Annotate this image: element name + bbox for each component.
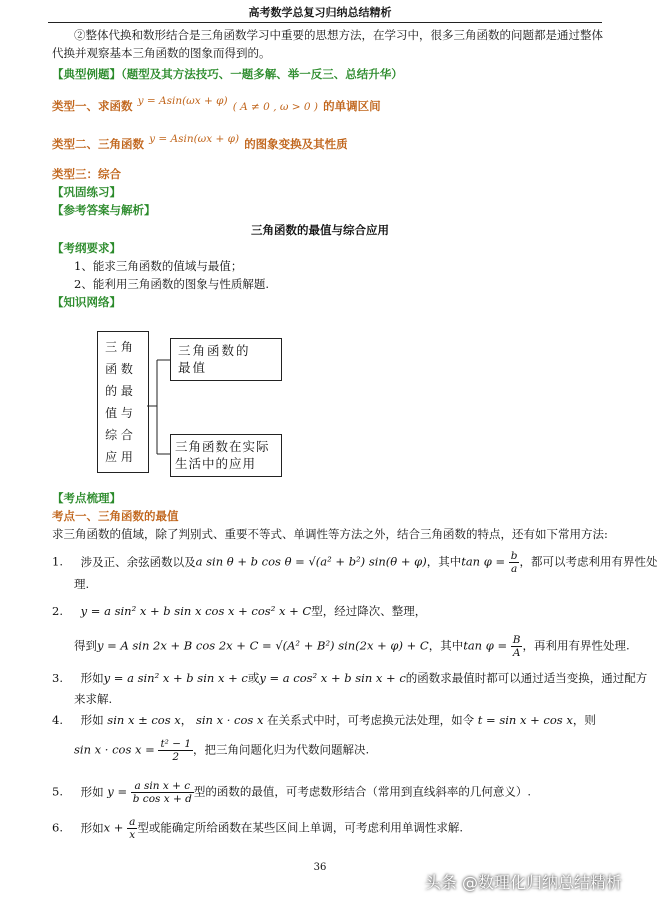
method-1-text-a: 涉及正、余弦函数以及 bbox=[80, 554, 196, 569]
method-2-formula: y = a sin² x + b sin x cos x + cos² x + C bbox=[80, 604, 312, 618]
method-2-text-d: ，再利用有界性处理. bbox=[522, 638, 630, 653]
type2-suffix: 的图象变换及其性质 bbox=[244, 137, 348, 151]
method-4-text-b: 在关系式中时，可考虑换元法处理，如令 bbox=[267, 713, 475, 727]
points-heading: 【考点梳理】 bbox=[52, 491, 121, 505]
examples-heading: 【典型例题】 bbox=[52, 67, 121, 81]
method-3-text-a: 形如 bbox=[80, 671, 104, 685]
method-6-number: 6. bbox=[52, 820, 63, 835]
method-1-fraction: $\frac{b}{a}$ bbox=[510, 550, 518, 575]
method-2-tan: tan φ = bbox=[463, 638, 508, 653]
branch-2-line-2: 生活中的应用 bbox=[175, 456, 257, 471]
type2-prefix: 类型二、三角函数 bbox=[52, 137, 144, 151]
method-3-or: 或 bbox=[247, 671, 260, 685]
method-1-formula: a sin θ + b cos θ = √(a² + b²) sin(θ + φ) bbox=[195, 554, 427, 569]
method-6-x: x + bbox=[103, 820, 124, 835]
method-5-y: y = bbox=[107, 784, 128, 799]
method-4-formula-3: t = sin x + cos x bbox=[477, 713, 573, 727]
page-number: 36 bbox=[313, 862, 327, 873]
method-2-number: 2. bbox=[52, 604, 63, 618]
method-2-formula-2: y = A sin 2x + B cos 2x + C = √(A² + B²) sin(2x + φ) + C bbox=[97, 638, 429, 653]
method-5-row bbox=[52, 780, 531, 805]
method-4-text-d: ，把三角问题化归为代数问题解决. bbox=[193, 742, 370, 757]
method-5-fraction: $\frac{\text{a sin x + c}}{\text{b cos x + d}}$ bbox=[132, 780, 192, 805]
method-3-text-b: 的函数求最值时都可以通过适当变换，通过配方 bbox=[405, 671, 648, 685]
type1-suffix: 的单调区间 bbox=[323, 99, 381, 113]
requirements-heading: 【考纲要求】 bbox=[52, 241, 121, 255]
type2-row bbox=[52, 133, 348, 152]
type3: 类型三：综合 bbox=[52, 167, 121, 181]
method-3-row bbox=[52, 670, 647, 686]
method-2-row-2 bbox=[74, 634, 630, 659]
method-6-row bbox=[52, 816, 463, 841]
type1-condition: ( A ≠ 0 , ω > 0 ) bbox=[232, 101, 319, 113]
method-1-row bbox=[52, 550, 657, 575]
type1-prefix: 类型一、求函数 bbox=[52, 99, 133, 113]
method-5-text-b: 型的函数的最值，可考虑数形结合（常用到直线斜率的几何意义）. bbox=[193, 784, 532, 799]
method-6-text-b: 型或能确定所给函数在某些区间上单调，可考虑利用单调性求解. bbox=[137, 820, 463, 835]
method-4-formula-2: sin x · cos x bbox=[195, 713, 264, 727]
method-4-text-a: 形如 bbox=[80, 713, 104, 727]
method-1-tan: tan φ = bbox=[461, 554, 506, 569]
type1-row bbox=[52, 95, 381, 114]
branch-1-line-2: 最值 bbox=[178, 360, 208, 375]
branch-2-line-1: 三角函数在实际 bbox=[175, 439, 270, 454]
method-1-text-b: ，其中 bbox=[426, 554, 462, 569]
method-2-text-c: ，其中 bbox=[428, 638, 464, 653]
method-3-text-c: 来求解. bbox=[74, 692, 113, 706]
point1-title: 考点一、三角函数的最值 bbox=[52, 509, 179, 523]
section-title: 三角函数的最值与综合应用 bbox=[251, 223, 389, 237]
header-divider bbox=[48, 22, 602, 23]
intro-line-1: ②整体代换和数形结合是三角函数学习中重要的思想方法，在学习中，很多三角函数的问题都是通过整体 bbox=[74, 28, 603, 42]
point1-intro: 求三角函数的值域，除了判别式、重要不等式、单调性等方法之外，结合三角函数的特点，还有如下常用方法: bbox=[52, 527, 608, 541]
page-header-title: 高考数学总复习归纳总结精析 bbox=[248, 6, 392, 19]
requirement-2: 2、能利用三角函数的图象与性质解题. bbox=[74, 277, 269, 291]
method-1-text-c: ，都可以考虑利用有界性处 bbox=[519, 554, 657, 569]
method-3-formula-2: y = a cos² x + b sin x + c bbox=[259, 671, 406, 685]
method-6-fraction: $\frac{a}{x}$ bbox=[129, 816, 136, 841]
branch-1-line-1: 三角函数的 bbox=[178, 343, 251, 358]
examples-heading-row bbox=[52, 63, 403, 82]
method-4-formula-4: sin x · cos x = bbox=[74, 742, 155, 757]
method-2-fraction: $\frac{B}{A}$ bbox=[512, 634, 521, 659]
method-3-formula-1: y = a sin² x + b sin x + c bbox=[103, 671, 248, 685]
root-label: 三 角 函 数 的 最 值 与 综 合 应 用 bbox=[105, 340, 133, 464]
answers-heading: 【参考答案与解析】 bbox=[52, 203, 156, 217]
method-1-number: 1. bbox=[52, 554, 63, 569]
requirement-1: 1、能求三角函数的值域与最值； bbox=[74, 259, 243, 273]
method-5-number: 5. bbox=[52, 784, 63, 799]
method-2-text-a: 型，经过降次、整理， bbox=[311, 604, 427, 618]
method-6-text-a: 形如 bbox=[80, 820, 104, 835]
method-2-text-b: 得到 bbox=[74, 638, 97, 653]
intro-line-2: 代换并观察基本三角函数的图象而得到的。 bbox=[52, 46, 271, 60]
practice-heading: 【巩固练习】 bbox=[52, 185, 121, 199]
watermark: 头条 @数理化归纳总结精析 bbox=[424, 873, 622, 892]
method-4-formula-1: sin x ± cos x bbox=[107, 713, 181, 727]
method-2-row bbox=[52, 603, 426, 619]
type2-formula: y = Asin(ωx + φ) bbox=[149, 133, 240, 145]
network-heading: 【知识网络】 bbox=[52, 295, 121, 309]
examples-subtitle: （题型及其方法技巧、一题多解、举一反三、总结升华） bbox=[121, 67, 403, 81]
method-4-number: 4. bbox=[52, 713, 63, 727]
method-5-text-a: 形如 bbox=[80, 784, 104, 799]
method-1-text-d: 理. bbox=[74, 577, 90, 591]
method-4-text-c: ，则 bbox=[572, 713, 596, 727]
method-4-fraction: $\frac{\text{t² − 1}}{2}$ bbox=[160, 738, 192, 763]
type1-formula: y = Asin(ωx + φ) bbox=[137, 95, 228, 107]
method-4-row: 4. 形如 sin x ± cos x， sin x · cos x 在关系式中时，可考虑换元法处理，如令 t = sin x + cos x，则 bbox=[52, 713, 596, 727]
method-4-row-2 bbox=[74, 738, 369, 763]
method-3-number: 3. bbox=[52, 671, 63, 685]
